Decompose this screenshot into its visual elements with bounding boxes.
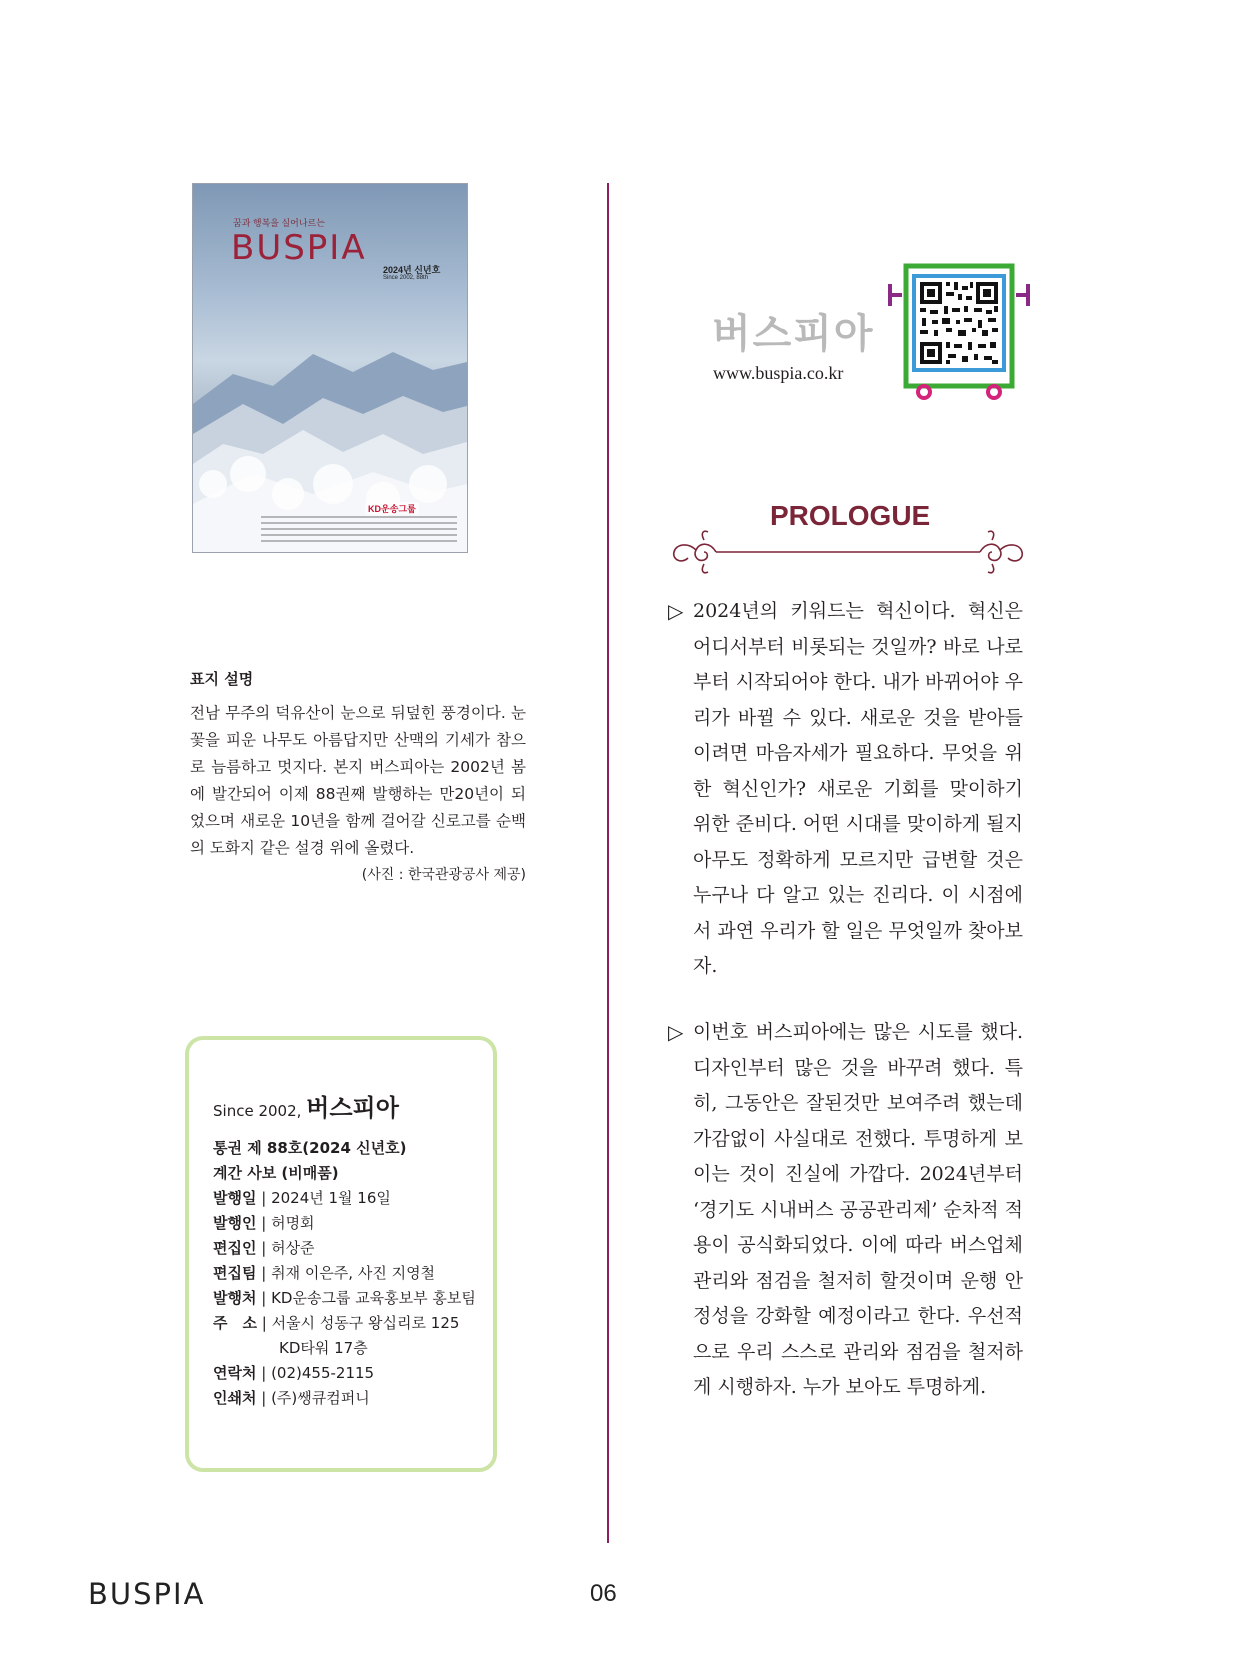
colophon-row: 발행인 | 허명회 bbox=[213, 1214, 315, 1232]
triangle-arrow-icon: ▷ bbox=[668, 1020, 684, 1044]
caption-body: 전남 무주의 덕유산이 눈으로 뒤덮힌 풍경이다. 눈꽃을 피운 나무도 아름답지만 산맥의 기세가 참으로 늠름하고 멋지다. 본지 버스피아는 2002년 봄에 발간되어 이제 88권째 발행하는 만20년이 되었으며 새로운 10년을 함께 걸어갈 신로고를 순백의 도화지 같은 설경 위에 올렸다. bbox=[190, 704, 526, 857]
caption-title: 표지 설명 bbox=[190, 670, 254, 688]
cover-fineprint bbox=[261, 516, 457, 544]
cover-kd-logo: KD운송그룹 bbox=[365, 502, 419, 515]
caption-credit: (사진 : 한국관광공사 제공) bbox=[361, 867, 526, 883]
cover-title: BUSPIA bbox=[231, 228, 367, 268]
colophon-volume: 통권 제 88호(2024 신년호) bbox=[213, 1139, 407, 1157]
colophon-row: 편집팀 | 취재 이은주, 사진 지영철 bbox=[213, 1264, 436, 1282]
brand-korean: 버스피아 bbox=[712, 310, 875, 357]
qr-code-icon[interactable] bbox=[888, 262, 1030, 400]
prologue-paragraph-1: ▷ 2024년의 키워드는 혁신이다. 혁신은 어디서부터 비롯되는 것일까? 바로 나로부터 시작되어야 한다. 내가 바뀌어야 우리가 바뀔 수 있다. 새로운 것을 받아들이려면 마음자세가 필요하다. 무엇을 위한 혁신인가? 새로운 기회를 맞이하기 위한 준비다. 어떤 시대를 맞이하게 될지 아무도 정확하게 모르지만 급변할 것은 누구나 다 알고 있는 진리다. 이 시점에서 과연 우리가 할 일은 무엇일까 찾아보자. bbox=[668, 594, 1023, 985]
colophon-row: 발행일 | 2024년 1월 16일 bbox=[213, 1189, 391, 1207]
colophon-row: 편집인 | 허상준 bbox=[213, 1239, 315, 1257]
colophon-row: 인쇄처 | (주)쌩큐컴퍼니 bbox=[213, 1389, 370, 1407]
colophon-row: 연락처 | (02)455-2115 bbox=[213, 1364, 375, 1382]
colophon-box bbox=[185, 1036, 497, 1472]
column-divider bbox=[607, 183, 609, 1543]
colophon-heading bbox=[213, 1096, 399, 1124]
colophon-type: 계간 사보 (비매품) bbox=[213, 1164, 339, 1182]
prologue-title: PROLOGUE bbox=[770, 500, 931, 531]
colophon-row: 발행처 | KD운송그룹 교육홍보부 홍보팀 bbox=[213, 1289, 476, 1307]
colophon-name: 버스피아 bbox=[306, 1094, 399, 1122]
brand-url[interactable]: www.buspia.co.kr bbox=[713, 363, 844, 383]
colophon-row: KD타워 17층 bbox=[279, 1339, 368, 1357]
triangle-arrow-icon: ▷ bbox=[668, 599, 684, 623]
prologue-paragraph-2: ▷ 이번호 버스피아에는 많은 시도를 했다. 디자인부터 많은 것을 바꾸려 했다. 특히, 그동안은 잘된것만 보여주려 했는데 가감없이 사실대로 전했다. 투명하게 보이는 것이 진실에 가깝다. 2024년부터 ‘경기도 시내버스 공공관리제’ 순차적 적용이 공식화되었다. 이에 따라 버스업체 관리와 점검을 철저히 할것이며 운행 안정성을 강화할 예정이라고 한다. 우선적으로 우리 스스로 관리와 점검을 철저하게 시행하자. 누가 보아도 투명하게. bbox=[668, 1015, 1023, 1406]
cover-tagline: 꿈과 행복을 실어나르는 bbox=[233, 218, 325, 228]
ornament-divider-icon bbox=[668, 530, 1028, 574]
colophon-row: 주 소 | 서울시 성동구 왕십리로 125 bbox=[213, 1314, 460, 1332]
cover-since: Since 2002, 88th bbox=[383, 275, 429, 281]
footer-brand-logo: BUSPIA bbox=[88, 1577, 206, 1611]
cover-issue: 2024년 신년호 bbox=[383, 265, 441, 275]
page-number: 06 bbox=[590, 1580, 617, 1607]
colophon-since: Since 2002, bbox=[213, 1102, 302, 1120]
cover-image bbox=[192, 183, 468, 553]
